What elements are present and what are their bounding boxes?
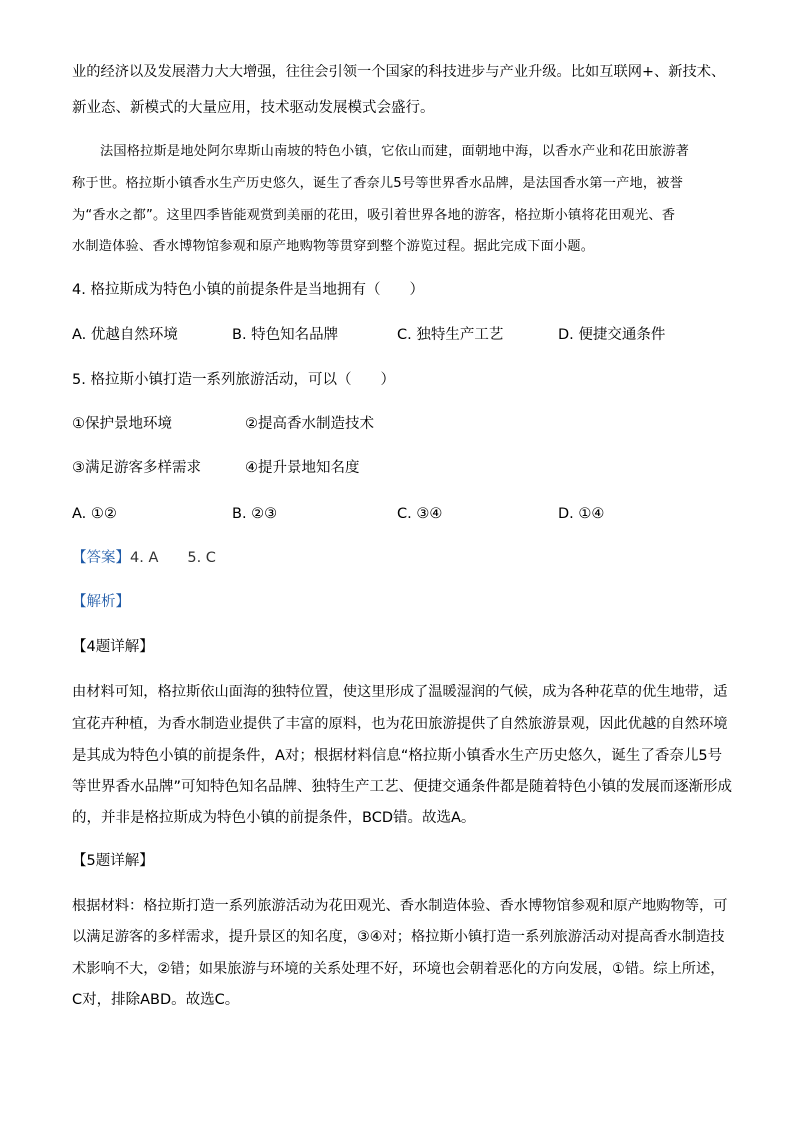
intro-line-2: 新业态、新模式的大量应用，技术驱动发展模式会盛行。 xyxy=(72,100,435,116)
passage-line-3: 为“香水之都”。这里四季皆能观赏到美丽的花田，吸引着世界各地的游客，格拉斯小镇将花田观光、香 xyxy=(72,208,676,223)
q4-option-c: C. 独特生产工艺 xyxy=(397,327,504,343)
analysis-label: 【解析】 xyxy=(72,594,130,610)
detail-4-line-2: 宜花卉种植，为香水制造业提供了丰富的原料，也为花田旅游提供了自然旅游景观，因此优越的自然环境 xyxy=(72,716,728,732)
answer-label: 【答案】 xyxy=(72,550,130,566)
answer-row xyxy=(72,548,216,568)
detail-5-line-1: 根据材料：格拉斯打造一系列旅游活动为花田观光、香水制造体验、香水博物馆参观和原产地购物等，可 xyxy=(72,898,728,914)
q4-option-a: A. 优越自然环境 xyxy=(72,327,178,343)
detail-4-line-4: 等世界香水品牌”可知特色知名品牌、独特生产工艺、便捷交通条件都是随着特色小镇的发展而逐渐形成 xyxy=(72,779,733,795)
detail-4-line-1: 由材料可知，格拉斯依山面海的独特位置，使这里形成了温暖湿润的气候，成为各种花草的优生地带，适 xyxy=(72,684,728,700)
detail-5-line-2: 以满足游客的多样需求，提升景区的知名度，③④对；格拉斯小镇打造一系列旅游活动对提高香水制造技 xyxy=(72,929,725,945)
detail-4-line-3: 是其成为特色小镇的前提条件，A对；根据材料信息“格拉斯小镇香水生产历史悠久，诞生了香奈儿5号 xyxy=(72,748,723,764)
q5-item-2: ②提高香水制造技术 xyxy=(245,416,374,432)
detail-5-line-4: C对，排除ABD。故选C。 xyxy=(72,992,240,1008)
q5-option-c: C. ③④ xyxy=(397,506,443,522)
passage-line-4: 水制造体验、香水博物馆参观和原产地购物等贯穿到整个游览过程。据此完成下面小题。 xyxy=(72,239,595,254)
q5-option-d: D. ①④ xyxy=(558,506,605,522)
question-5-stem: 5. 格拉斯小镇打造一系列旅游活动，可以（ ） xyxy=(72,372,395,388)
q5-item-1: ①保护景地环境 xyxy=(72,416,172,432)
q4-option-b: B. 特色知名品牌 xyxy=(232,327,339,343)
q5-option-b: B. ②③ xyxy=(232,506,278,522)
passage-line-2: 称于世。格拉斯小镇香水生产历史悠久，诞生了香奈儿5号等世界香水品牌，是法国香水第一产地，被誉 xyxy=(72,176,684,191)
detail-5-line-3: 术影响不大，②错；如果旅游与环境的关系处理不好，环境也会朝着恶化的方向发展，①错。综上所述， xyxy=(72,961,725,977)
q5-item-3: ③满足游客多样需求 xyxy=(72,460,201,476)
passage-line-1: 法国格拉斯是地处阿尔卑斯山南坡的特色小镇，它依山而建，面朝地中海，以香水产业和花田旅游著 xyxy=(100,144,690,159)
question-4-stem: 4. 格拉斯成为特色小镇的前提条件是当地拥有（ ） xyxy=(72,282,424,298)
q4-option-d: D. 便捷交通条件 xyxy=(558,327,666,343)
detail-4-line-5: 的，并非是格拉斯成为特色小镇的前提条件，BCD错。故选A。 xyxy=(72,810,476,826)
intro-line-1: 业的经济以及发展潜力大大增强，往往会引领一个国家的科技进步与产业升级。比如互联网+、新技术、 xyxy=(72,64,726,80)
q5-option-a: A. ①② xyxy=(72,506,117,522)
detail-4-heading: 【4题详解】 xyxy=(72,639,154,655)
detail-5-heading: 【5题详解】 xyxy=(72,853,154,869)
answer-text: 4. A 5. C xyxy=(130,550,216,566)
q5-item-4: ④提升景地知名度 xyxy=(245,460,360,476)
